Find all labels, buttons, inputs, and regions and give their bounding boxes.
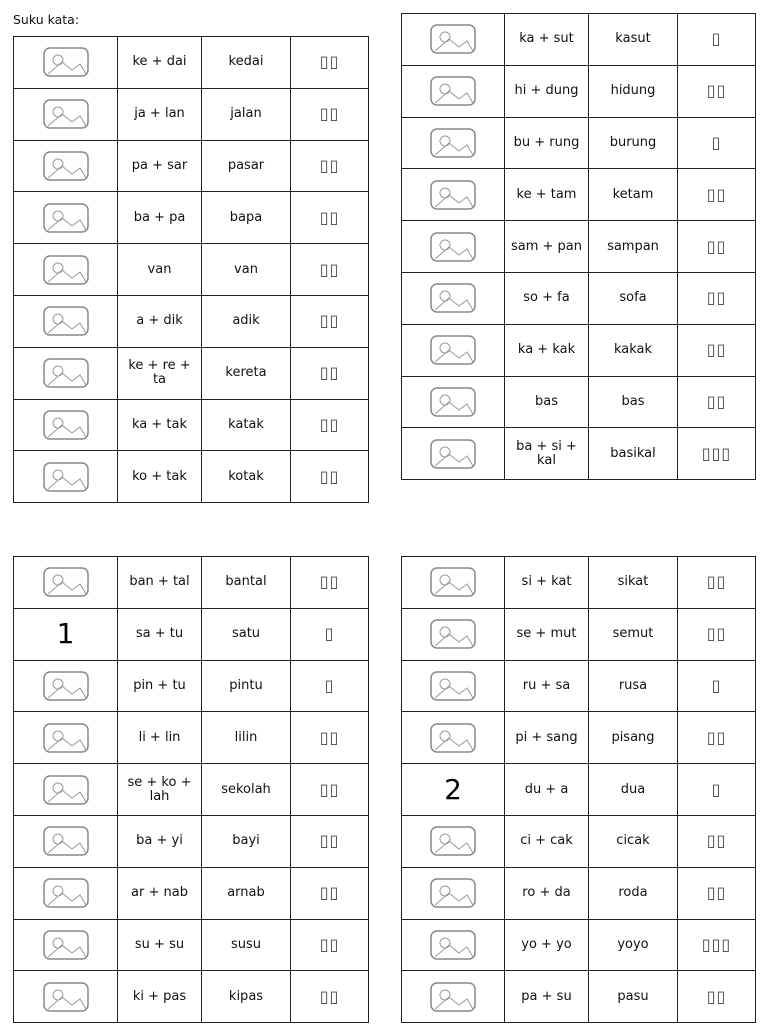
table-row [14,608,369,660]
table-row [14,712,369,764]
table-row [14,815,369,867]
boxes-cell: ▯▯ [678,65,756,117]
boxes-cell: ▯▯ [291,192,369,244]
table-row [14,295,369,347]
number-picture: 1 [14,608,118,660]
word-cell: jalan [202,88,291,140]
word-cell: kereta [202,347,291,399]
child-picture [14,295,118,347]
boxes-cell: ▯▯ [291,557,369,609]
boxes-cell: ▯ [291,660,369,712]
fan-picture [14,971,118,1023]
boxes-cell: ▯ [291,608,369,660]
milk-picture [14,919,118,971]
syllable-table-4 [401,556,756,1023]
table-row [402,660,756,712]
syllables-cell: ba + si + kal [505,428,589,480]
sister-picture [402,324,505,376]
syllables-cell: van [118,244,202,296]
word-cell: adik [202,295,291,347]
syllable-table-2 [401,13,756,480]
boxes-cell: ▯▯▯ [678,428,756,480]
syllables-cell: ba + pa [118,192,202,244]
boxes-cell: ▯▯ [678,557,756,609]
word-cell: lilin [202,712,291,764]
table-row [402,272,756,324]
table-row [14,451,369,503]
boxes-cell: ▯▯ [678,376,756,428]
boxes-cell: ▯▯ [678,712,756,764]
table-row [402,712,756,764]
boxes-cell: ▯▯ [291,244,369,296]
word-cell: kasut [589,14,678,66]
boxes-cell: ▯▯ [291,295,369,347]
table-row [14,399,369,451]
table-row [402,428,756,480]
van-picture [14,244,118,296]
syllables-cell: ci + cak [505,815,589,867]
word-cell: bantal [202,557,291,609]
syllables-cell: bas [505,376,589,428]
syllables-cell: sa + tu [118,608,202,660]
syllables-cell: ka + sut [505,14,589,66]
word-cell: bayi [202,815,291,867]
road-picture [14,88,118,140]
table-row [14,140,369,192]
word-cell: van [202,244,291,296]
table-row [402,919,756,971]
bicycle-picture [402,428,505,480]
word-cell: ketam [589,169,678,221]
banana-picture [402,712,505,764]
boxes-cell: ▯▯ [291,764,369,816]
word-cell: katak [202,399,291,451]
word-cell: bas [589,376,678,428]
frog-picture [14,399,118,451]
table-row [402,14,756,66]
boxes-cell: ▯▯ [291,919,369,971]
syllables-cell: ja + lan [118,88,202,140]
syllable-table-1 [13,36,369,503]
wheel-picture [402,867,505,919]
syllables-cell: se + ko + lah [118,764,202,816]
word-cell: sekolah [202,764,291,816]
boxes-cell: ▯▯ [291,88,369,140]
table-row [14,660,369,712]
comb-picture [402,557,505,609]
syllables-cell: ke + dai [118,37,202,89]
school-picture [14,764,118,816]
boxes-cell: ▯▯ [291,815,369,867]
syllables-cell: yo + yo [505,919,589,971]
syllables-cell: a + dik [118,295,202,347]
deer-picture [402,660,505,712]
table-row [14,347,369,399]
word-cell: satu [202,608,291,660]
word-cell: kipas [202,971,291,1023]
table-row [402,764,756,816]
yoyo-picture [402,919,505,971]
bus-picture [402,376,505,428]
boxes-cell: ▯▯ [291,347,369,399]
table-row [402,65,756,117]
vase-picture [402,971,505,1023]
syllables-cell: pi + sang [505,712,589,764]
father-picture [14,192,118,244]
syllables-cell: so + fa [505,272,589,324]
word-cell: cicak [589,815,678,867]
syllables-cell: li + lin [118,712,202,764]
word-cell: pintu [202,660,291,712]
syllables-cell: ka + kak [505,324,589,376]
syllables-cell: ban + tal [118,557,202,609]
table-row [14,192,369,244]
boxes-cell: ▯ [678,117,756,169]
table-row [14,764,369,816]
table-row [402,324,756,376]
syllables-cell: pa + su [505,971,589,1023]
boxes-cell: ▯▯ [678,971,756,1023]
table-row [14,557,369,609]
candle-picture [14,712,118,764]
syllables-cell: ki + pas [118,971,202,1023]
word-cell: pasu [589,971,678,1023]
syllable-table-3 [13,556,369,1023]
syllables-cell: ba + yi [118,815,202,867]
word-cell: yoyo [589,919,678,971]
boxes-cell: ▯▯ [291,451,369,503]
boat-picture [402,221,505,273]
word-cell: arnab [202,867,291,919]
table-row [402,971,756,1023]
shoes-picture [402,14,505,66]
word-cell: sikat [589,557,678,609]
boxes-cell: ▯▯▯ [678,919,756,971]
word-cell: kakak [589,324,678,376]
syllables-cell: hi + dung [505,65,589,117]
syllables-cell: ro + da [505,867,589,919]
pillow-picture [14,557,118,609]
boxes-cell: ▯ [678,764,756,816]
word-cell: burung [589,117,678,169]
syllables-cell: sam + pan [505,221,589,273]
boxes-cell: ▯▯ [291,971,369,1023]
table-row [402,117,756,169]
syllables-cell: pa + sar [118,140,202,192]
sofa-picture [402,272,505,324]
table-row [402,867,756,919]
word-cell: susu [202,919,291,971]
boxes-cell: ▯▯ [291,37,369,89]
nose-picture [402,65,505,117]
word-cell: sofa [589,272,678,324]
table-row [14,971,369,1023]
syllables-cell: ru + sa [505,660,589,712]
table-row [402,376,756,428]
crab-picture [402,169,505,221]
word-cell: roda [589,867,678,919]
word-cell: hidung [589,65,678,117]
table-row [14,244,369,296]
syllables-cell: ka + tak [118,399,202,451]
number-picture: 2 [402,764,505,816]
boxes-cell: ▯▯ [678,272,756,324]
word-cell: kotak [202,451,291,503]
ant-picture [402,608,505,660]
table-row [14,88,369,140]
table-row [402,815,756,867]
market-picture [14,140,118,192]
boxes-cell: ▯▯ [678,608,756,660]
boxes-cell: ▯▯ [291,399,369,451]
lizard-picture [402,815,505,867]
syllables-cell: bu + rung [505,117,589,169]
word-cell: pisang [589,712,678,764]
page-title: Suku kata: [13,12,80,27]
word-cell: bapa [202,192,291,244]
word-cell: pasar [202,140,291,192]
boxes-cell: ▯▯ [678,815,756,867]
table-row [402,221,756,273]
boxes-cell: ▯▯ [678,867,756,919]
syllables-cell: si + kat [505,557,589,609]
syllables-cell: se + mut [505,608,589,660]
syllables-cell: su + su [118,919,202,971]
boxes-cell: ▯▯ [291,712,369,764]
word-cell: semut [589,608,678,660]
syllables-cell: ko + tak [118,451,202,503]
syllables-cell: pin + tu [118,660,202,712]
boxes-cell: ▯▯ [678,221,756,273]
box-picture [14,451,118,503]
boxes-cell: ▯▯ [678,169,756,221]
baby-picture [14,815,118,867]
table-row [14,37,369,89]
table-row [402,608,756,660]
word-cell: rusa [589,660,678,712]
boxes-cell: ▯ [678,14,756,66]
word-cell: kedai [202,37,291,89]
boxes-cell: ▯▯ [291,140,369,192]
boxes-cell: ▯▯ [678,324,756,376]
boxes-cell: ▯▯ [291,867,369,919]
syllables-cell: ar + nab [118,867,202,919]
table-row [14,867,369,919]
table-row [402,557,756,609]
bird-picture [402,117,505,169]
syllables-cell: du + a [505,764,589,816]
door-picture [14,660,118,712]
rabbit-picture [14,867,118,919]
syllables-cell: ke + tam [505,169,589,221]
word-cell: sampan [589,221,678,273]
table-row [402,169,756,221]
car-picture [14,347,118,399]
word-cell: dua [589,764,678,816]
table-row [14,919,369,971]
word-cell: basikal [589,428,678,480]
shop-picture [14,37,118,89]
syllables-cell: ke + re + ta [118,347,202,399]
boxes-cell: ▯ [678,660,756,712]
